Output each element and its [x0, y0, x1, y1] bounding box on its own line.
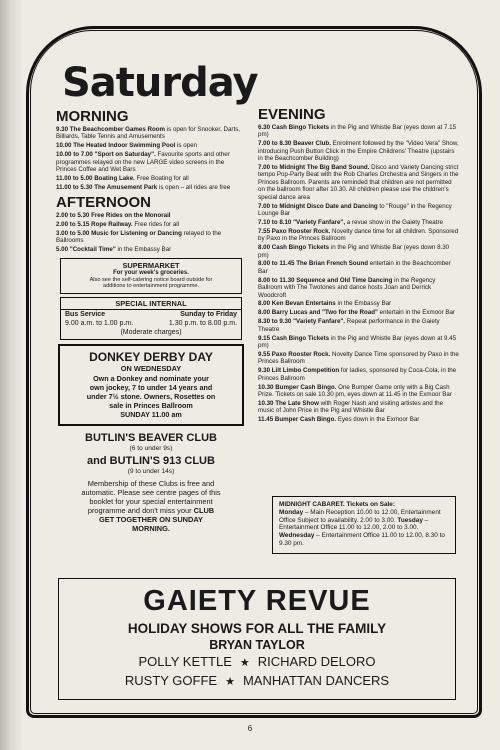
entry-title: The Big Band Sound.	[306, 164, 370, 172]
entry-title: Cash Bingo Tickets	[271, 244, 330, 252]
entry-title: Paxo Rooster Rock.	[271, 350, 331, 358]
schedule-entry	[258, 203, 460, 218]
cabaret-text: – Entertainment Office 11.00 to 12.00, 2.00 to 3.00.	[279, 516, 429, 532]
entry-text: in the Embassy Bar	[115, 246, 172, 254]
star-icon: ★	[225, 676, 235, 688]
afternoon-heading: AFTERNOON	[56, 194, 151, 212]
entry-title: Rope Railway.	[91, 221, 133, 229]
entry-text: a revue show in the Gaiety Theatre	[345, 218, 443, 226]
donkey-derby-box	[58, 344, 244, 426]
schedule-entry	[56, 221, 246, 228]
schedule-entry	[258, 164, 460, 201]
entry-time: 7.00 to Midnight	[258, 164, 306, 172]
entry-time: 11.00 to 5.30	[56, 183, 93, 191]
midnight-cabaret-box	[272, 496, 456, 554]
entry-time: 3.00 to 5.00	[56, 230, 90, 238]
entry-title: Disco Date and Dancing	[306, 202, 378, 210]
donkey-derby-line: SUNDAY 11.00 am	[120, 409, 182, 419]
beaver-club-title: BUTLIN'S BEAVER CLUB	[85, 431, 217, 444]
entry-text: in the Pig and Whistle Bar (eyes down 8.30 pm)	[258, 244, 450, 259]
schedule-entry	[258, 351, 460, 366]
page-title: Saturday	[62, 60, 258, 106]
entry-time: 7.00 to Midnight	[258, 202, 306, 210]
left-column	[56, 106, 246, 533]
entry-text: Enrolment followed by the "Video Vera" Show, introducing Push Button Click in the Empire Childrens' Theatre (upstairs in the Beachcomber Building)	[258, 140, 459, 163]
revue-performers-row	[59, 653, 455, 672]
entry-time: 8.00	[258, 244, 271, 252]
entry-text: Novelty dance time for all children. Sponsored by Paxo in the Princes Ballroom	[258, 227, 459, 243]
entry-time: 8.00	[258, 300, 271, 308]
revue-performer: RUSTY GOFFE	[124, 673, 218, 688]
entry-time: 8.00 to 11.30	[258, 276, 295, 284]
entry-text: Free Boating for all	[134, 174, 189, 182]
entry-text: in the Regency Ballroom with The Twotones and dance hosts Joan and Derrick Woodcroft	[258, 276, 436, 299]
schedule-entry	[56, 246, 246, 253]
gaiety-revue-box	[58, 578, 456, 700]
schedule-entry	[258, 244, 460, 259]
schedule-entry	[258, 300, 460, 307]
entry-title: Lilt Limbo Competition	[271, 367, 340, 375]
entry-title: Barry Lucas and "Two for the Road"	[271, 309, 378, 317]
schedule-entry	[258, 335, 460, 350]
entry-title: "Sport on Saturday".	[94, 151, 156, 159]
clubs-paragraph-line: GET TOGETHER ON SUNDAY	[99, 514, 203, 524]
schedule-entry	[258, 309, 460, 316]
morning-heading: MORNING	[56, 108, 129, 125]
entry-title: The Beachcomber Games Room	[69, 126, 166, 133]
entry-time: 10.00 to 7.00	[56, 151, 93, 159]
cabaret-day: Tuesday	[397, 516, 423, 524]
donkey-derby-line: under 7½ stone. Owners, Rosettes on	[86, 391, 216, 401]
clubs-paragraph-line: automatic. Please see centre pages of this	[81, 487, 221, 497]
schedule-entry	[258, 416, 460, 423]
bus-service-time-1: 9.00 a.m. to 1.00 p.m.	[65, 319, 134, 327]
entry-title: Ken Bevan Entertains	[271, 300, 336, 308]
entry-title: Bumper Cash Bingo.	[274, 416, 337, 424]
donkey-derby-subtitle: ON WEDNESDAY	[120, 363, 182, 373]
supermarket-note-2: additions to entertainment programme.	[102, 283, 200, 290]
entry-title: "Cocktail Time"	[69, 246, 116, 254]
entry-text: is open	[175, 142, 197, 150]
schedule-entry	[258, 318, 460, 333]
schedule-entry	[258, 140, 460, 162]
entry-text: One Bumper Game only with a Big Cash Prize. Tickets on sale 10.30 pm, eyes down at 11.45 in the Exmoor Bar	[258, 383, 452, 398]
clubs-paragraph-line: Membership of these Clubs is free and	[87, 478, 215, 488]
bus-service-head-1: Bus Service	[65, 310, 106, 318]
entry-time: 10.00	[56, 142, 72, 150]
entry-text: in the Embassy Bar	[335, 300, 392, 308]
entry-text: Favourite sports and other programmes relayed on the new LARGE video screens in the Princes Coffee and Wet Bars	[56, 151, 230, 174]
entry-text: in the Pig and Whistle Bar (eyes down at 7.15 pm)	[258, 124, 457, 139]
entry-text: entertain in the Exmoor Bar	[377, 309, 455, 317]
cabaret-day: Monday	[279, 508, 304, 516]
entry-title: The Brian French Sound	[296, 260, 369, 268]
cabaret-monday	[279, 509, 449, 548]
entry-text: relayed to the Ballrooms	[56, 230, 222, 245]
entry-time: 2.00 to 5.30	[56, 212, 90, 220]
entry-title: Free Rides on the Monorail	[91, 212, 171, 220]
cabaret-title: MIDNIGHT CABARET. Tickets on Sale:	[279, 501, 395, 508]
club-913-ages: (9 to under 14s)	[127, 467, 175, 475]
entry-time: 10.30	[258, 383, 274, 391]
bus-service-head-2: Sunday to Friday	[180, 310, 237, 318]
entry-title: The Late Show	[275, 399, 319, 407]
entry-time: 11.45	[258, 416, 274, 424]
schedule-entry	[56, 142, 246, 149]
entry-time: 9.30	[258, 367, 271, 375]
entry-text: is open for Snooker, Darts, Billiards, Table Tennis and Amusements	[56, 126, 241, 141]
entry-title: "Variety Fanfare",	[293, 218, 346, 226]
entry-title: Cash Bingo Tickets	[271, 334, 330, 342]
entry-time: 9.55	[258, 350, 271, 358]
entry-text: Free rides for all	[132, 221, 180, 229]
donkey-derby-line: sale in Princes Ballroom	[109, 400, 193, 410]
entry-title: Cash Bingo Tickets	[271, 124, 330, 131]
evening-list	[258, 124, 460, 424]
schedule-entry	[56, 151, 246, 173]
supermarket-title: SUPERMARKET	[122, 260, 180, 270]
schedule-entry	[56, 212, 246, 219]
revue-subtitle: HOLIDAY SHOWS FOR ALL THE FAMILY	[127, 621, 387, 636]
clubs-paragraph	[56, 479, 246, 533]
entry-time: 7.00 to 8.30	[258, 140, 292, 148]
page-number: 6	[247, 724, 253, 733]
book-spine-shadow	[0, 0, 22, 750]
schedule-entry	[258, 219, 460, 226]
donkey-derby-title: DONKEY DERBY DAY	[89, 349, 213, 364]
clubs-paragraph-text: programme and don't miss your	[87, 505, 192, 515]
entry-text: with Roger Nash and visiting artistes and the music of John Price in the Pig and Whistle Bar	[258, 399, 444, 415]
entry-time: 9.15	[258, 334, 271, 342]
revue-performer: RICHARD DELORO	[257, 654, 376, 669]
supermarket-box	[60, 258, 242, 294]
entry-time: 8.00	[258, 309, 271, 317]
entry-text: in the Pig and Whistle Bar (eyes down at 9.45 pm)	[258, 334, 457, 349]
bus-service-head-row	[61, 310, 241, 319]
revue-performer: POLLY KETTLE	[138, 654, 232, 669]
entry-time: 11.00 to 5.00	[56, 174, 93, 182]
entry-time: 8.30 to 9.30	[258, 318, 292, 326]
schedule-entry	[56, 230, 246, 245]
entry-title: Boating Lake.	[94, 174, 135, 182]
evening-heading: EVENING	[258, 106, 326, 123]
supermarket-line: For your week's groceries.	[113, 269, 189, 276]
revue-performers-row	[59, 672, 455, 691]
entry-text: Novelty Dance Time sponsored by Paxo in the Princes Ballroom	[258, 350, 459, 366]
entry-title: Beaver Club.	[293, 140, 331, 148]
bus-service-title: SPECIAL INTERNAL	[61, 299, 241, 310]
schedule-entry	[258, 260, 460, 275]
schedule-entry	[258, 277, 460, 299]
clubs-paragraph-line: booklet for your special entertainment	[89, 496, 213, 506]
entry-text: entertain in the Beachcomber Bar	[258, 260, 451, 275]
entry-time: 8.00 to 11.45	[258, 260, 295, 268]
entry-text: is open – all rides are free	[157, 183, 231, 191]
entry-time: 6.30	[258, 124, 271, 131]
clubs-paragraph-line	[56, 506, 246, 515]
entry-text: Disco and Variety Dancing strict tempo Pop-Party Beat with the Rob Charles Orchestra and Singers in the Princes Ballroom. Parents are reminded that children are not permitted on the ballroom floor after 10.30. All children please use the children's special dance area	[258, 164, 459, 201]
entry-text: Eyes down in the Exmoor Bar	[336, 416, 420, 424]
bus-service-note: (Moderate charges)	[120, 328, 182, 336]
entry-title: Sequence and Old Time Dancing	[296, 276, 393, 284]
morning-list	[56, 126, 246, 191]
revue-performer: MANHATTAN DANCERS	[242, 673, 390, 688]
revue-title: GAIETY REVUE	[143, 585, 371, 617]
cabaret-day: Wednesday	[279, 532, 315, 540]
entry-title: The Heated Indoor Swimming Pool	[73, 142, 176, 150]
beaver-club-ages: (6 to under 9s)	[129, 444, 173, 452]
entry-time: 5.00	[56, 246, 69, 254]
bus-service-times-row	[61, 319, 241, 328]
schedule-entry	[56, 175, 246, 182]
entry-title: The Amusement Park	[94, 183, 158, 191]
entry-time: 7.55	[258, 227, 271, 235]
entry-text: Repeat performance in the Gaiety Theatre	[258, 318, 440, 333]
entry-time: 9.30	[56, 126, 69, 133]
donkey-derby-line: Own a Donkey and nominate your	[93, 373, 209, 383]
club-913-title: and BUTLIN'S 913 CLUB	[87, 454, 215, 467]
clubs-paragraph-bold: CLUB	[191, 505, 215, 515]
revue-headliner: BRYAN TAYLOR	[209, 638, 305, 652]
schedule-entry	[258, 367, 460, 382]
cabaret-text: – Main Reception 10.00 to 12.00, Entertainment Office Subject to availability. 2.00 to 3.00.	[279, 508, 441, 524]
entry-time: 10.30	[258, 399, 274, 407]
entry-title: Music for Listening or Dancing	[91, 230, 182, 238]
schedule-entry	[56, 126, 246, 141]
afternoon-list	[56, 212, 246, 254]
schedule-entry	[258, 384, 460, 399]
schedule-entry	[258, 228, 460, 243]
schedule-entry	[258, 400, 460, 415]
clubs-paragraph-line: MORNING.	[132, 523, 170, 533]
bus-service-box	[60, 297, 242, 340]
schedule-entry	[56, 184, 246, 191]
right-column	[258, 104, 460, 425]
bus-service-time-2: 1.30 p.m. to 8.00 p.m.	[168, 319, 237, 327]
donkey-derby-line: own jockey, 7 to under 14 years and	[89, 382, 213, 392]
entry-title: Bumper Cash Bingo.	[275, 383, 337, 391]
entry-time: 2.00 to 5.15	[56, 221, 90, 229]
cabaret-text: – Entertainment Office 11.00 to 12.00, 8.30 to 9.30 pm.	[279, 532, 445, 547]
entry-title: "Variety Fanfare".	[293, 318, 346, 326]
star-icon: ★	[239, 657, 250, 669]
schedule-entry	[258, 124, 460, 139]
entry-text: to "Rouge" in the Regency Lounge Bar	[258, 202, 452, 217]
entry-time: 7.10 to 8.10	[258, 218, 292, 226]
entry-text: for ladies, sponsored by Coca-Cola, in the Princes Ballroom	[258, 367, 457, 382]
entry-title: Paxo Rooster Rock.	[271, 227, 331, 235]
clubs-section	[56, 432, 246, 533]
supermarket-note-1: Also see the self-catering notice board outside for	[89, 276, 213, 283]
